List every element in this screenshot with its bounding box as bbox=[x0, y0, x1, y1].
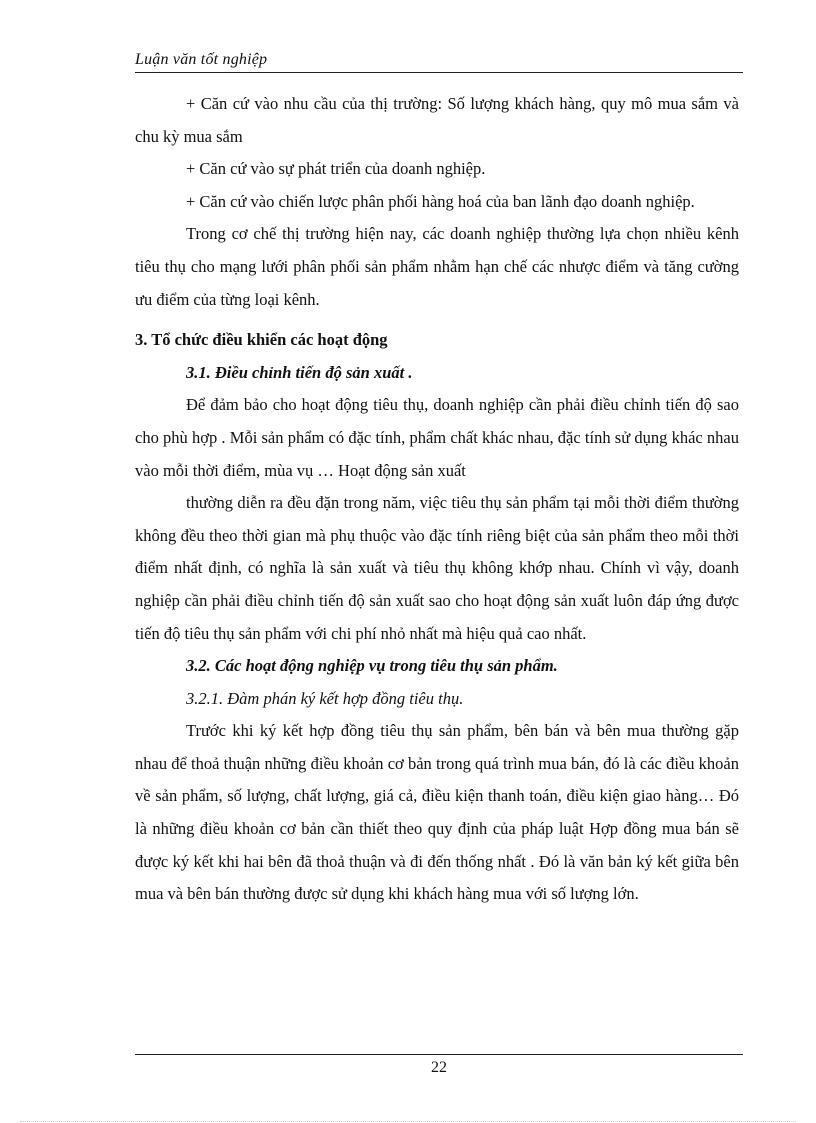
paragraph-market-demand: + Căn cứ vào nhu cầu của thị trường: Số lượng khách hàng, quy mô mua sắm và chu kỳ mua sắm bbox=[135, 94, 739, 146]
paragraph-enterprise-development: + Căn cứ vào sự phát triển của doanh nghiệp. bbox=[186, 159, 486, 179]
section-heading-3-2-1: 3.2.1. Đàm phán ký kết hợp đồng tiêu thụ. bbox=[186, 688, 464, 708]
page-number: 22 bbox=[431, 1059, 447, 1076]
paragraph-contract-negotiation: Trước khi ký kết hợp đồng tiêu thụ sản phẩm, bên bán và bên mua thường gặp nhau để thoả thuận những điều khoản cơ bản trong quá trình mua bán, đó là các điều khoản về sản phẩm, số lượng, chất lượng, giá cả, điều kiện thanh toán, điều kiện giao hàng… Đó là những điều khoản cơ bản cần thiết theo quy định của pháp luật Hợp đồng mua bán sẽ được ký kết khi hai bên đã thoả thuận và đi đến thống nhất . Đó là văn bản ký kết giữa bên mua và bên bán thường được sử dụng khi khách hàng mua với số lượng lớn. bbox=[135, 721, 739, 904]
section-heading-3: 3. Tổ chức điều khiển các hoạt động bbox=[135, 330, 388, 350]
footer-divider bbox=[135, 1054, 743, 1055]
paragraph-production-adjustment: Để đảm bảo cho hoạt động tiêu thụ, doanh nghiệp cần phải điều chỉnh tiến độ sao cho phù hợp . Mỗi sản phẩm có đặc tính, phẩm chất khác nhau, đặc tính sử dụng khác nhau vào mỗi thời điểm, mùa vụ … Hoạt động sản xuất bbox=[135, 395, 739, 480]
page-bottom-edge bbox=[20, 1121, 796, 1122]
section-heading-3-1: 3.1. Điều chỉnh tiến độ sản xuất . bbox=[186, 362, 413, 382]
page-header bbox=[135, 48, 743, 73]
paragraph-production-timing: thường diễn ra đều đặn trong năm, việc tiêu thụ sản phẩm tại mỗi thời điểm thường không đều theo thời gian mà phụ thuộc vào đặc tính riêng biệt của sản phẩm theo mỗi thời điểm nhất định, có nghĩa là sản xuất và tiêu thụ không khớp nhau. Chính vì vậy, doanh nghiệp cần phải điều chỉnh tiến độ sản xuất sao cho hoạt động sản xuất luôn đáp ứng được tiến độ tiêu thụ sản phẩm với chi phí nhỏ nhất mà hiệu quả cao nhất. bbox=[135, 493, 739, 643]
section-heading-3-2: 3.2. Các hoạt động nghiệp vụ trong tiêu thụ sản phẩm. bbox=[186, 656, 558, 676]
paragraph-distribution-strategy: + Căn cứ vào chiến lược phân phối hàng hoá của ban lãnh đạo doanh nghiệp. bbox=[186, 191, 695, 211]
paragraph-channel-selection: Trong cơ chế thị trường hiện nay, các doanh nghiệp thường lựa chọn nhiều kênh tiêu thụ cho mạng lưới phân phối sản phẩm nhằm hạn chế các nhược điểm và tăng cường ưu điểm của từng loại kênh. bbox=[135, 224, 739, 309]
header-title: Luận văn tốt nghiệp bbox=[135, 51, 268, 68]
document-body bbox=[135, 88, 739, 911]
